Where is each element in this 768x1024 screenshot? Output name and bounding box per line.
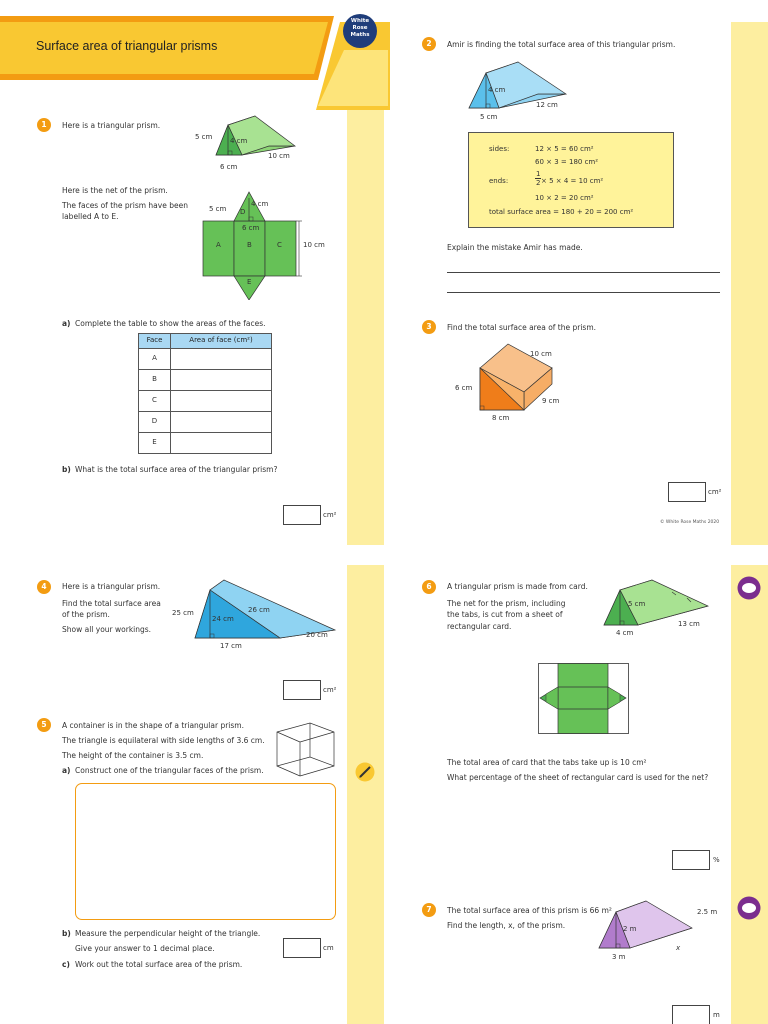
- table-cell-face: E: [139, 433, 171, 454]
- table-cell-face: C: [139, 391, 171, 412]
- q2-dim-length: 12 cm: [536, 101, 558, 109]
- q1b-text: What is the total surface area of the triangular prism?: [75, 465, 278, 474]
- table-cell-face: A: [139, 349, 171, 370]
- q7-answer-box[interactable]: [672, 1005, 710, 1024]
- page-title: Surface area of triangular prisms: [36, 39, 218, 53]
- q2-text: Amir is finding the total surface area of this triangular prism.: [447, 40, 676, 49]
- q7-dim-2-5: 2.5 m: [697, 908, 718, 916]
- amir-working-box: [468, 132, 674, 228]
- q1b-label: b): [62, 465, 71, 474]
- q3-dim-height: 6 cm: [455, 384, 473, 392]
- work-line-4: 10 × 2 = 20 cm²: [535, 194, 594, 202]
- q4-line-3: of the prism.: [62, 610, 110, 619]
- q5-container-diagram: [272, 720, 337, 780]
- q2-answer-line-2[interactable]: [447, 292, 720, 293]
- q3-answer-unit: cm²: [708, 488, 722, 496]
- copyright: © White Rose Maths 2020: [660, 520, 720, 525]
- q1-net-face-d: D: [240, 208, 246, 216]
- q4-dim-25: 25 cm: [172, 609, 194, 617]
- q6-line-3: the tabs, is cut from a sheet of: [447, 610, 563, 619]
- q4-answer-box[interactable]: [283, 680, 321, 700]
- q1-net-text-3: labelled A to E.: [62, 212, 119, 221]
- q4-dim-20: 20 cm: [306, 631, 328, 639]
- q1-net-face-c: C: [277, 241, 282, 249]
- q5-line-3: The height of the container is 3.5 cm.: [62, 751, 204, 760]
- q6-dim-length: 13 cm: [678, 620, 700, 628]
- q7-dim-x: x: [676, 944, 681, 952]
- q4-answer-unit: cm²: [323, 686, 337, 694]
- fraction-denominator: 2: [536, 179, 541, 187]
- table-row: [139, 412, 272, 433]
- q1-dim-length: 10 cm: [268, 152, 290, 160]
- q6-line-1: A triangular prism is made from card.: [447, 582, 588, 591]
- pencil-ruler-icon: [355, 762, 375, 782]
- q1-net-dim-base: 6 cm: [242, 224, 260, 232]
- q1-intro: Here is a triangular prism.: [62, 121, 161, 130]
- q4-line-4: Show all your workings.: [62, 625, 152, 634]
- q1a-text: Complete the table to show the areas of the faces.: [75, 319, 266, 328]
- q1-net-face-b: B: [247, 241, 252, 249]
- table-header-area: Area of face (cm²): [171, 334, 272, 349]
- q6-net-on-card-diagram: [538, 663, 630, 735]
- q1-net-text-2: The faces of the prism have been: [62, 201, 188, 210]
- q5b-text-2: Give your answer to 1 decimal place.: [75, 944, 215, 953]
- q1-net-text-1: Here is the net of the prism.: [62, 186, 168, 195]
- q2-answer-line-1[interactable]: [447, 272, 720, 273]
- q7-answer-unit: m: [713, 1011, 720, 1019]
- q5a-text: Construct one of the triangular faces of the prism.: [75, 766, 264, 775]
- white-rose-maths-logo: White Rose Maths: [343, 14, 377, 48]
- table-cell-face: D: [139, 412, 171, 433]
- question-number-6: 6: [422, 580, 436, 594]
- table-cell-area-input[interactable]: [171, 412, 272, 433]
- work-line-2: 60 × 3 = 180 cm²: [535, 158, 599, 166]
- table-row: [139, 349, 272, 370]
- q7-text: The total surface area of this prism is 66 m²: [447, 906, 612, 915]
- q5b-label: b): [62, 929, 71, 938]
- q2-dim-base: 5 cm: [480, 113, 498, 121]
- q3-dim-hyp: 9 cm: [542, 397, 560, 405]
- q4-line-2: Find the total surface area: [62, 599, 161, 608]
- q4-dim-26: 26 cm: [248, 606, 270, 614]
- q2-dim-height: 4 cm: [488, 86, 506, 94]
- side-strip-bottom-right: [731, 565, 768, 1024]
- table-row: [139, 370, 272, 391]
- table-row: [139, 391, 272, 412]
- q5c-text: Work out the total surface area of the prism.: [75, 960, 243, 969]
- q6-dim-height: 5 cm: [628, 600, 646, 608]
- q3-dim-base: 8 cm: [492, 414, 510, 422]
- work-line-1: 12 × 5 = 60 cm²: [535, 145, 594, 153]
- q3-answer-box[interactable]: [668, 482, 706, 502]
- q6-answer-box[interactable]: [672, 850, 710, 870]
- fraction-numerator: 1: [536, 170, 541, 178]
- q5a-label: a): [62, 766, 71, 775]
- question-number-1: 1: [37, 118, 51, 132]
- table-cell-face: B: [139, 370, 171, 391]
- table-header-row: [139, 334, 272, 349]
- q7-dim-3: 3 m: [612, 953, 626, 961]
- q6-answer-unit: %: [713, 856, 720, 864]
- q1-net-face-a: A: [216, 241, 221, 249]
- q1-net-face-e: E: [247, 278, 252, 286]
- q4-dim-17: 17 cm: [220, 642, 242, 650]
- table-cell-area-input[interactable]: [171, 349, 272, 370]
- q4-line-1: Here is a triangular prism.: [62, 582, 161, 591]
- work-ends-label: ends:: [489, 177, 509, 185]
- q3-dim-top: 10 cm: [530, 350, 552, 358]
- q5b-text: Measure the perpendicular height of the triangle.: [75, 929, 261, 938]
- q6-dim-base: 4 cm: [616, 629, 634, 637]
- q6-question: What percentage of the sheet of rectangular card is used for the net?: [447, 773, 709, 782]
- question-number-5: 5: [37, 718, 51, 732]
- q6-line-2: The net for the prism, including: [447, 599, 566, 608]
- q5-line-1: A container is in the shape of a triangular prism.: [62, 721, 244, 730]
- faces-table: [138, 333, 272, 454]
- q5b-answer-unit: cm: [323, 944, 334, 952]
- side-strip-top-right: [731, 22, 768, 545]
- q1a-label: a): [62, 319, 71, 328]
- q1-answer-box[interactable]: [283, 505, 321, 525]
- q1-dim-height: 4 cm: [230, 137, 248, 145]
- side-strip-top-left: [347, 95, 384, 545]
- question-number-7: 7: [422, 903, 436, 917]
- q1-dim-hyp: 5 cm: [195, 133, 213, 141]
- q7-prism-diagram: [596, 898, 696, 953]
- table-cell-area-input[interactable]: [171, 391, 272, 412]
- q1-net-dim-length: 10 cm: [303, 241, 325, 249]
- table-cell-area-input[interactable]: [171, 433, 272, 454]
- question-number-3: 3: [422, 320, 436, 334]
- work-line-3: × 5 × 4 = 10 cm²: [541, 177, 604, 185]
- q7-text-2: Find the length, x, of the prism.: [447, 921, 566, 930]
- q1-dim-base: 6 cm: [220, 163, 238, 171]
- q2-explain: Explain the mistake Amir has made.: [447, 243, 583, 252]
- discussion-icon: [737, 576, 761, 600]
- q5-line-2: The triangle is equilateral with side lengths of 3.6 cm.: [62, 736, 265, 745]
- q1-net-dim-height: 4 cm: [251, 200, 269, 208]
- table-cell-area-input[interactable]: [171, 370, 272, 391]
- q6-line-4: rectangular card.: [447, 622, 512, 631]
- header-banner: [0, 10, 390, 110]
- question-number-4: 4: [37, 580, 51, 594]
- q5c-label: c): [62, 960, 70, 969]
- q5b-answer-box[interactable]: [283, 938, 321, 958]
- work-total: total surface area = 180 + 20 = 200 cm²: [489, 208, 634, 216]
- table-header-face: Face: [139, 334, 171, 349]
- question-number-2: 2: [422, 37, 436, 51]
- q3-text: Find the total surface area of the prism.: [447, 323, 597, 332]
- q1-net-dim-hyp: 5 cm: [209, 205, 227, 213]
- side-strip-bottom-left: [347, 565, 384, 1024]
- q4-dim-24: 24 cm: [212, 615, 234, 623]
- discussion-icon: [737, 896, 761, 920]
- q5-construction-area[interactable]: [75, 783, 336, 920]
- q1-answer-unit: cm²: [323, 511, 337, 519]
- q6-tabs-text: The total area of card that the tabs take up is 10 cm²: [447, 758, 647, 767]
- work-sides-label: sides:: [489, 145, 510, 153]
- table-row: [139, 433, 272, 454]
- q7-dim-2: 2 m: [623, 925, 637, 933]
